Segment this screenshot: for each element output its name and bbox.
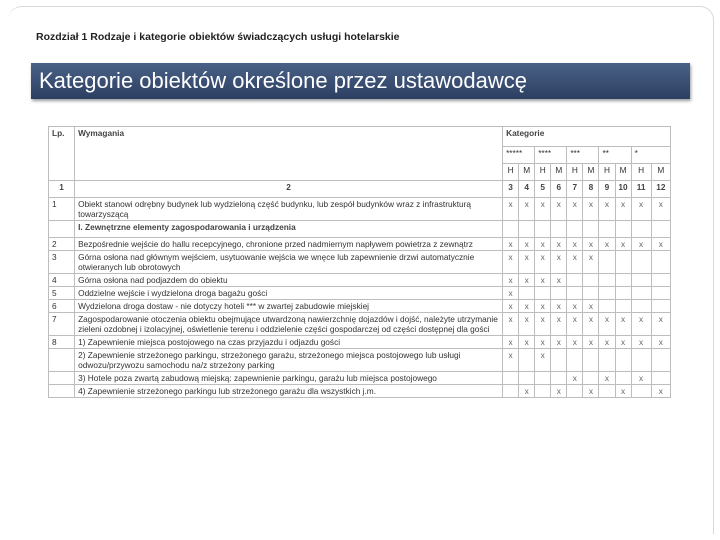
category-mark bbox=[631, 300, 651, 313]
col-header-requirements: Wymagania bbox=[75, 127, 503, 181]
category-mark: x bbox=[567, 313, 583, 336]
table-row bbox=[49, 251, 671, 274]
row-lp: 2 bbox=[49, 238, 75, 251]
column-number: 3 bbox=[503, 181, 519, 198]
type-header: H bbox=[631, 164, 651, 181]
row-lp: 8 bbox=[49, 336, 75, 349]
star-category: **** bbox=[535, 147, 567, 164]
category-mark bbox=[651, 274, 670, 287]
type-header: H bbox=[599, 164, 615, 181]
category-mark: x bbox=[519, 300, 535, 313]
category-mark: x bbox=[599, 238, 615, 251]
slide-title: Kategorie obiektów określone przez ustawodawcę bbox=[31, 63, 690, 99]
type-header: M bbox=[551, 164, 567, 181]
category-mark bbox=[615, 221, 631, 238]
category-mark: x bbox=[535, 198, 551, 221]
type-header: H bbox=[535, 164, 551, 181]
col-header-lp: Lp. bbox=[49, 127, 75, 181]
category-mark: x bbox=[551, 385, 567, 398]
category-mark bbox=[551, 221, 567, 238]
table-row bbox=[49, 313, 671, 336]
category-mark bbox=[651, 349, 670, 372]
row-lp: 7 bbox=[49, 313, 75, 336]
category-mark: x bbox=[567, 251, 583, 274]
category-mark bbox=[599, 251, 615, 274]
number-row bbox=[49, 181, 671, 198]
category-mark bbox=[599, 300, 615, 313]
category-mark bbox=[599, 274, 615, 287]
table-row bbox=[49, 198, 671, 221]
category-mark: x bbox=[631, 238, 651, 251]
category-mark: x bbox=[551, 238, 567, 251]
star-category: *** bbox=[567, 147, 599, 164]
category-mark: x bbox=[567, 300, 583, 313]
category-mark bbox=[615, 287, 631, 300]
row-lp: 4 bbox=[49, 274, 75, 287]
category-mark bbox=[615, 349, 631, 372]
category-mark bbox=[567, 221, 583, 238]
category-mark bbox=[519, 221, 535, 238]
category-mark bbox=[535, 287, 551, 300]
category-mark: x bbox=[503, 198, 519, 221]
requirement-text: Wydzielona droga dostaw - nie dotyczy hoteli *** w zwartej zabudowie miejskiej bbox=[75, 300, 503, 313]
category-mark bbox=[631, 287, 651, 300]
requirement-text: Obiekt stanowi odrębny budynek lub wydzieloną część budynku, lub zespół budynków wraz z infrastrukturą towarzyszącą bbox=[75, 198, 503, 221]
table-row bbox=[49, 274, 671, 287]
table-row bbox=[49, 336, 671, 349]
category-mark: x bbox=[519, 274, 535, 287]
category-mark: x bbox=[583, 238, 599, 251]
category-mark: x bbox=[567, 238, 583, 251]
category-mark bbox=[583, 221, 599, 238]
category-mark bbox=[599, 385, 615, 398]
category-mark bbox=[519, 287, 535, 300]
category-mark: x bbox=[535, 336, 551, 349]
category-mark: x bbox=[551, 313, 567, 336]
type-header: M bbox=[615, 164, 631, 181]
requirement-text: Górna osłona nad podjazdem do obiektu bbox=[75, 274, 503, 287]
column-number: 10 bbox=[615, 181, 631, 198]
category-mark: x bbox=[567, 336, 583, 349]
requirement-text: Górna osłona nad głównym wejściem, usytuowanie wejścia we wnęce lub zapewnienie drzwi automatycznie otwieranych lub obrotowych bbox=[75, 251, 503, 274]
category-mark: x bbox=[651, 385, 670, 398]
type-header: M bbox=[519, 164, 535, 181]
category-mark: x bbox=[599, 336, 615, 349]
row-lp: 1 bbox=[49, 198, 75, 221]
category-mark: x bbox=[583, 251, 599, 274]
category-mark bbox=[615, 372, 631, 385]
table-row bbox=[49, 238, 671, 251]
chapter-header: Rozdział 1 Rodzaje i kategorie obiektów świadczących usługi hotelarskie bbox=[36, 31, 400, 43]
category-mark bbox=[503, 221, 519, 238]
requirements-table bbox=[48, 126, 671, 398]
column-number: 2 bbox=[75, 181, 503, 198]
category-mark: x bbox=[599, 313, 615, 336]
category-mark: x bbox=[631, 336, 651, 349]
column-number: 11 bbox=[631, 181, 651, 198]
row-lp bbox=[49, 221, 75, 238]
category-mark: x bbox=[631, 198, 651, 221]
category-mark: x bbox=[519, 198, 535, 221]
row-lp bbox=[49, 349, 75, 372]
requirement-text: 1) Zapewnienie miejsca postojowego na czas przyjazdu i odjazdu gości bbox=[75, 336, 503, 349]
row-lp: 3 bbox=[49, 251, 75, 274]
category-mark bbox=[599, 221, 615, 238]
header-row bbox=[49, 127, 671, 147]
category-mark bbox=[599, 349, 615, 372]
category-mark: x bbox=[651, 238, 670, 251]
requirement-text: Bezpośrednie wejście do hallu recepcyjnego, chronione przed nadmiernym napływem powietrza z zewnątrz bbox=[75, 238, 503, 251]
category-mark: x bbox=[503, 349, 519, 372]
category-mark bbox=[651, 300, 670, 313]
category-mark bbox=[631, 251, 651, 274]
category-mark: x bbox=[519, 251, 535, 274]
category-mark: x bbox=[615, 385, 631, 398]
category-mark bbox=[567, 385, 583, 398]
category-mark bbox=[567, 287, 583, 300]
category-mark: x bbox=[615, 198, 631, 221]
category-mark: x bbox=[551, 251, 567, 274]
category-mark: x bbox=[535, 238, 551, 251]
category-mark: x bbox=[535, 313, 551, 336]
row-lp: 5 bbox=[49, 287, 75, 300]
type-header: M bbox=[651, 164, 670, 181]
column-number: 6 bbox=[551, 181, 567, 198]
category-mark bbox=[519, 372, 535, 385]
category-mark bbox=[519, 349, 535, 372]
category-mark: x bbox=[551, 336, 567, 349]
category-mark bbox=[551, 372, 567, 385]
category-mark bbox=[551, 287, 567, 300]
category-mark: x bbox=[615, 313, 631, 336]
category-mark: x bbox=[503, 313, 519, 336]
category-mark: x bbox=[583, 313, 599, 336]
star-category: ** bbox=[599, 147, 631, 164]
category-mark: x bbox=[551, 300, 567, 313]
column-number: 12 bbox=[651, 181, 670, 198]
star-category: ***** bbox=[503, 147, 535, 164]
category-mark: x bbox=[535, 300, 551, 313]
category-mark: x bbox=[583, 385, 599, 398]
type-header: H bbox=[567, 164, 583, 181]
category-mark: x bbox=[519, 313, 535, 336]
category-mark: x bbox=[535, 349, 551, 372]
category-mark bbox=[631, 349, 651, 372]
requirement-text: 4) Zapewnienie strzeżonego parkingu lub strzeżonego garażu dla wszystkich j.m. bbox=[75, 385, 503, 398]
category-mark bbox=[631, 274, 651, 287]
star-category: * bbox=[631, 147, 670, 164]
category-mark bbox=[567, 274, 583, 287]
category-mark: x bbox=[503, 300, 519, 313]
category-mark: x bbox=[567, 372, 583, 385]
category-mark bbox=[551, 349, 567, 372]
category-mark: x bbox=[503, 274, 519, 287]
category-mark: x bbox=[535, 274, 551, 287]
category-mark: x bbox=[503, 251, 519, 274]
column-number: 9 bbox=[599, 181, 615, 198]
category-mark bbox=[535, 221, 551, 238]
category-mark: x bbox=[651, 198, 670, 221]
column-number: 5 bbox=[535, 181, 551, 198]
category-mark bbox=[599, 287, 615, 300]
column-number: 8 bbox=[583, 181, 599, 198]
column-number: 4 bbox=[519, 181, 535, 198]
category-mark: x bbox=[551, 274, 567, 287]
table-row bbox=[49, 372, 671, 385]
type-header: M bbox=[583, 164, 599, 181]
category-mark: x bbox=[519, 385, 535, 398]
requirement-text: 2) Zapewnienie strzeżonego parkingu, strzeżonego garażu, strzeżonego miejsca postojowego lub usługi odwozu/przywozu samochodu na/z strzeżony parking bbox=[75, 349, 503, 372]
category-mark: x bbox=[583, 300, 599, 313]
table-row bbox=[49, 349, 671, 372]
type-header: H bbox=[503, 164, 519, 181]
category-mark bbox=[651, 372, 670, 385]
category-mark bbox=[583, 274, 599, 287]
category-mark bbox=[535, 385, 551, 398]
category-mark bbox=[631, 221, 651, 238]
section-heading: I. Zewnętrzne elementy zagospodarowania i urządzenia bbox=[75, 221, 503, 238]
column-number: 1 bbox=[49, 181, 75, 198]
category-mark: x bbox=[535, 251, 551, 274]
category-mark bbox=[583, 372, 599, 385]
category-mark bbox=[651, 287, 670, 300]
column-number: 7 bbox=[567, 181, 583, 198]
table-row bbox=[49, 287, 671, 300]
table-row bbox=[49, 385, 671, 398]
category-mark: x bbox=[615, 336, 631, 349]
category-mark: x bbox=[615, 238, 631, 251]
category-mark: x bbox=[583, 336, 599, 349]
category-mark: x bbox=[631, 372, 651, 385]
category-mark: x bbox=[551, 198, 567, 221]
category-mark: x bbox=[599, 198, 615, 221]
category-mark: x bbox=[583, 198, 599, 221]
category-mark bbox=[615, 251, 631, 274]
category-mark: x bbox=[519, 238, 535, 251]
row-lp bbox=[49, 372, 75, 385]
category-mark bbox=[583, 349, 599, 372]
requirement-text: Zagospodarowanie otoczenia obiektu obejmujące utwardzoną nawierzchnię dojazdów i dojść, należyte utrzymanie zieleni ozdobnej i izolacyjnej, oświetlenie terenu i oddzielenie części gospodarczej od części dostępnej dla gości bbox=[75, 313, 503, 336]
category-mark: x bbox=[503, 287, 519, 300]
requirement-text: 3) Hotele poza zwartą zabudową miejską: zapewnienie parkingu, garażu lub miejsca postojowego bbox=[75, 372, 503, 385]
category-mark bbox=[503, 385, 519, 398]
category-mark bbox=[615, 300, 631, 313]
category-mark bbox=[631, 385, 651, 398]
category-mark bbox=[503, 372, 519, 385]
category-mark: x bbox=[651, 336, 670, 349]
category-mark: x bbox=[631, 313, 651, 336]
category-mark bbox=[615, 274, 631, 287]
table-row bbox=[49, 221, 671, 238]
category-mark bbox=[583, 287, 599, 300]
row-lp bbox=[49, 385, 75, 398]
category-mark: x bbox=[503, 238, 519, 251]
category-mark bbox=[567, 349, 583, 372]
category-mark: x bbox=[503, 336, 519, 349]
col-header-categories: Kategorie bbox=[503, 127, 671, 147]
category-mark bbox=[651, 251, 670, 274]
category-mark: x bbox=[599, 372, 615, 385]
requirement-text: Oddzielne wejście i wydzielona droga bagażu gości bbox=[75, 287, 503, 300]
category-mark bbox=[651, 221, 670, 238]
category-mark bbox=[535, 372, 551, 385]
category-mark: x bbox=[651, 313, 670, 336]
category-mark: x bbox=[519, 336, 535, 349]
table-row bbox=[49, 300, 671, 313]
category-mark: x bbox=[567, 198, 583, 221]
row-lp: 6 bbox=[49, 300, 75, 313]
